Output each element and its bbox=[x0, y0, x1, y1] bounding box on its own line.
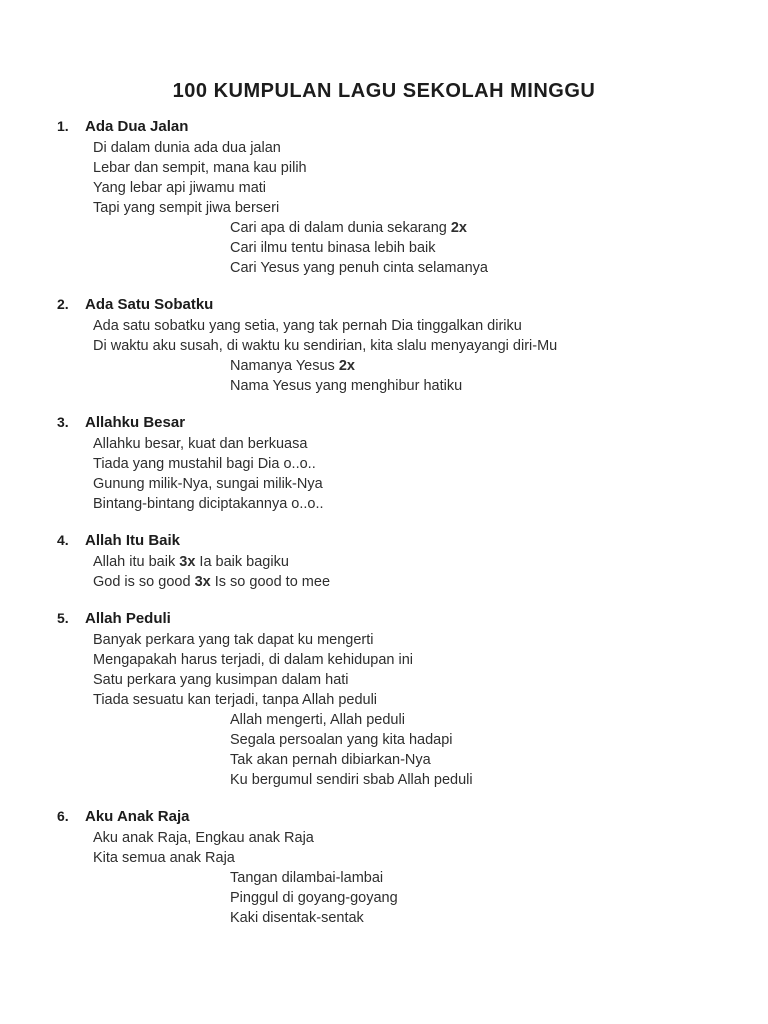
verse-line bbox=[93, 316, 728, 336]
song-entry bbox=[57, 608, 728, 790]
song-entry bbox=[57, 530, 728, 592]
repeat-marker: 2x bbox=[450, 220, 467, 236]
song-number: 2. bbox=[57, 296, 69, 312]
verse-line bbox=[93, 336, 728, 356]
lyric-text: Banyak perkara yang tak dapat ku mengerti bbox=[93, 632, 374, 648]
lyric-text: Gunung milik-Nya, sungai milik-Nya bbox=[93, 476, 323, 492]
lyric-text: Tiada yang mustahil bagi Dia o..o.. bbox=[93, 456, 316, 472]
repeat-marker: 3x bbox=[179, 554, 196, 570]
song-heading bbox=[57, 116, 728, 137]
chorus-line bbox=[230, 356, 728, 376]
song-number: 6. bbox=[57, 808, 69, 824]
chorus-line bbox=[230, 218, 728, 238]
song-chorus bbox=[230, 868, 728, 928]
song-list bbox=[57, 116, 728, 928]
song-entry bbox=[57, 294, 728, 396]
repeat-marker: 3x bbox=[194, 574, 211, 590]
song-number: 5. bbox=[57, 610, 69, 626]
verse-line bbox=[93, 158, 728, 178]
lyric-text: Tak akan pernah dibiarkan-Nya bbox=[230, 752, 431, 768]
lyric-text: Namanya Yesus bbox=[230, 358, 339, 374]
chorus-line bbox=[230, 730, 728, 750]
lyric-text: Bintang-bintang diciptakannya o..o.. bbox=[93, 496, 324, 512]
verse-line bbox=[93, 178, 728, 198]
song-heading bbox=[57, 294, 728, 315]
lyric-text: Is so good to mee bbox=[210, 574, 331, 590]
song-heading bbox=[57, 530, 728, 551]
song-entry bbox=[57, 116, 728, 278]
song-title: Allahku Besar bbox=[85, 414, 186, 431]
page-title: 100 KUMPULAN LAGU SEKOLAH MINGGU bbox=[172, 80, 596, 102]
lyric-text: Tiada sesuatu kan terjadi, tanpa Allah peduli bbox=[93, 692, 378, 708]
chorus-line bbox=[230, 868, 728, 888]
lyric-text: Lebar dan sempit, mana kau pilih bbox=[93, 160, 307, 176]
lyric-text: Ia baik bagiku bbox=[195, 554, 289, 570]
verse-line bbox=[93, 138, 728, 158]
chorus-line bbox=[230, 908, 728, 928]
lyric-text: Ku bergumul sendiri sbab Allah peduli bbox=[230, 772, 473, 788]
song-title: Ada Satu Sobatku bbox=[85, 296, 214, 313]
song-verse bbox=[93, 552, 728, 592]
lyric-text: Allah mengerti, Allah peduli bbox=[230, 712, 405, 728]
lyric-text: Di waktu aku susah, di waktu ku sendirian, kita slalu menyayangi diri-Mu bbox=[93, 338, 558, 354]
chorus-line bbox=[230, 238, 728, 258]
chorus-line bbox=[230, 770, 728, 790]
song-verse bbox=[93, 138, 728, 218]
song-entry bbox=[57, 412, 728, 514]
lyric-text: Satu perkara yang kusimpan dalam hati bbox=[93, 672, 349, 688]
lyric-text: Kita semua anak Raja bbox=[93, 850, 235, 866]
song-chorus bbox=[230, 710, 728, 790]
lyric-text: Cari Yesus yang penuh cinta selamanya bbox=[230, 260, 488, 276]
lyric-text: Ada satu sobatku yang setia, yang tak pernah Dia tinggalkan diriku bbox=[93, 318, 522, 334]
lyric-text: Cari ilmu tentu binasa lebih baik bbox=[230, 240, 436, 256]
song-title: Allah Peduli bbox=[85, 610, 171, 627]
lyric-text: Segala persoalan yang kita hadapi bbox=[230, 732, 453, 748]
repeat-marker: 2x bbox=[338, 358, 355, 374]
song-entry bbox=[57, 806, 728, 928]
song-number: 4. bbox=[57, 532, 69, 548]
lyric-text: Kaki disentak-sentak bbox=[230, 910, 364, 926]
lyric-text: Tangan dilambai-lambai bbox=[230, 870, 384, 886]
lyric-text: Nama Yesus yang menghibur hatiku bbox=[230, 378, 463, 394]
lyric-text: Cari apa di dalam dunia sekarang bbox=[230, 220, 451, 236]
verse-line bbox=[93, 828, 728, 848]
lyric-text: Aku anak Raja, Engkau anak Raja bbox=[93, 830, 314, 846]
verse-line bbox=[93, 454, 728, 474]
song-chorus bbox=[230, 218, 728, 278]
lyric-text: Allahku besar, kuat dan berkuasa bbox=[93, 436, 308, 452]
lyric-text: Di dalam dunia ada dua jalan bbox=[93, 140, 281, 156]
verse-line bbox=[93, 650, 728, 670]
song-number: 3. bbox=[57, 414, 69, 430]
song-verse bbox=[93, 434, 728, 514]
song-title: Aku Anak Raja bbox=[85, 808, 190, 825]
song-title: Ada Dua Jalan bbox=[85, 118, 189, 135]
verse-line bbox=[93, 848, 728, 868]
chorus-line bbox=[230, 258, 728, 278]
lyric-text: God is so good bbox=[93, 574, 195, 590]
verse-line bbox=[93, 690, 728, 710]
chorus-line bbox=[230, 376, 728, 396]
song-chorus bbox=[230, 356, 728, 396]
song-verse bbox=[93, 630, 728, 710]
song-number: 1. bbox=[57, 118, 69, 134]
lyric-text: Allah itu baik bbox=[93, 554, 180, 570]
verse-line bbox=[93, 630, 728, 650]
lyric-text: Yang lebar api jiwamu mati bbox=[93, 180, 267, 196]
verse-line bbox=[93, 474, 728, 494]
lyric-text: Pinggul di goyang-goyang bbox=[230, 890, 398, 906]
verse-line bbox=[93, 198, 728, 218]
verse-line bbox=[93, 552, 728, 572]
song-verse bbox=[93, 828, 728, 868]
chorus-line bbox=[230, 710, 728, 730]
song-verse bbox=[93, 316, 728, 356]
song-heading bbox=[57, 806, 728, 827]
lyric-text: Tapi yang sempit jiwa berseri bbox=[93, 200, 280, 216]
song-heading bbox=[57, 608, 728, 629]
verse-line bbox=[93, 494, 728, 514]
verse-line bbox=[93, 670, 728, 690]
chorus-line bbox=[230, 750, 728, 770]
song-title: Allah Itu Baik bbox=[85, 532, 181, 549]
chorus-line bbox=[230, 888, 728, 908]
lyric-text: Mengapakah harus terjadi, di dalam kehidupan ini bbox=[93, 652, 414, 668]
verse-line bbox=[93, 434, 728, 454]
verse-line bbox=[93, 572, 728, 592]
song-heading bbox=[57, 412, 728, 433]
